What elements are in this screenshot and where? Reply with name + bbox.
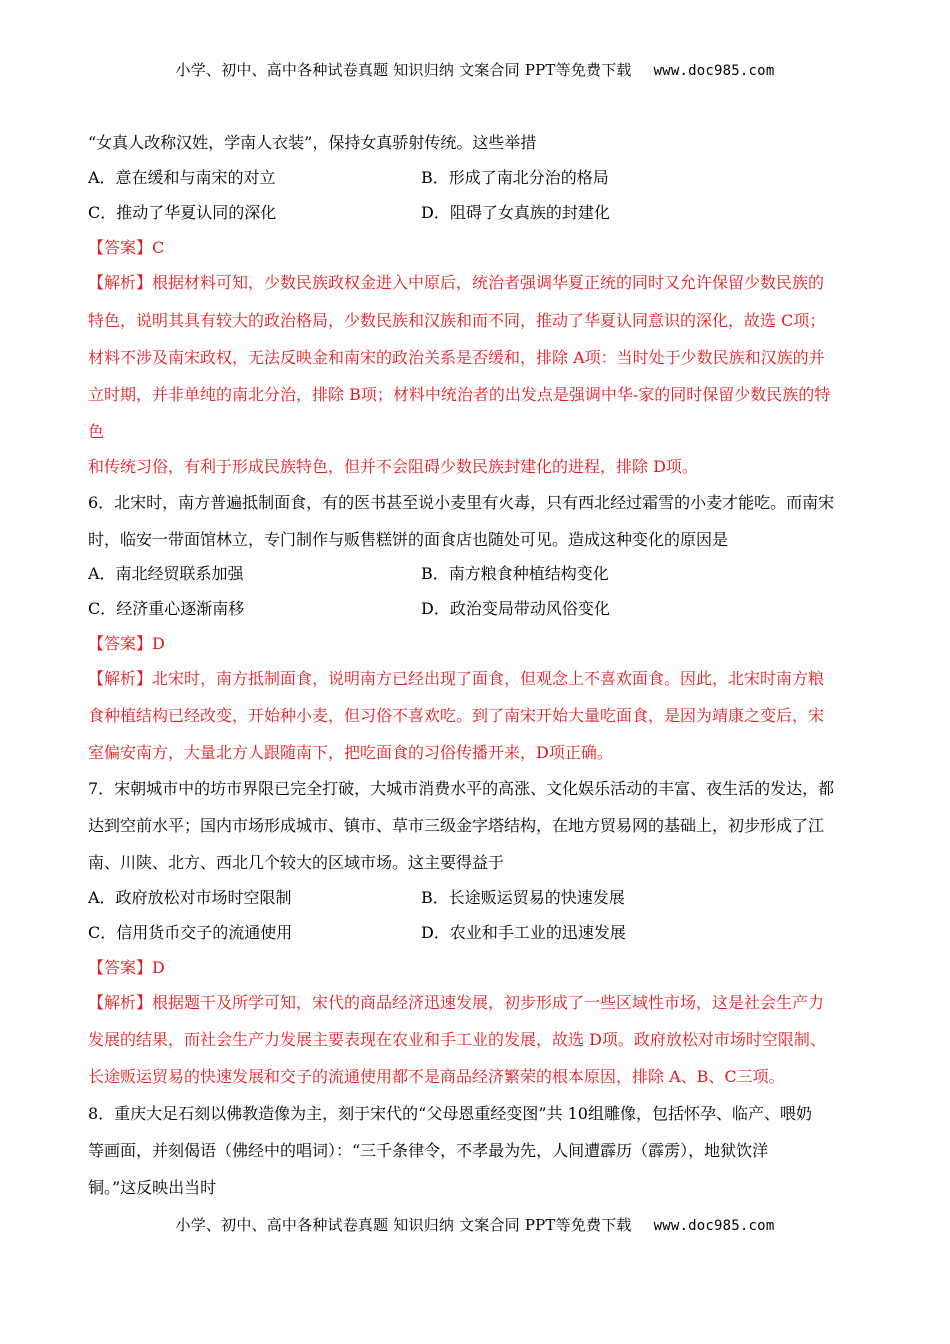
q6-stem-line: 时，临安一带面馆林立，专门制作与贩售糕饼的面食店也随处可见。造成这种变化的原因是 [88,530,729,549]
q7-answer: 【答案】D [88,958,165,977]
q5-analysis-line: 【解析】根据材料可知，少数民族政权金进入中原后，统治者强调华夏正统的同时又允许保留少数民族的 [88,273,825,292]
q5-option-b: B．形成了南北分治的格局 [421,168,609,187]
footer-url[interactable]: www.doc985.com [653,1218,775,1234]
q5-answer: 【答案】C [88,238,165,257]
q6-option-a: A．南北经贸联系加强 [88,564,244,583]
q5-analysis-line: 特色，说明其具有较大的政治格局，少数民族和汉族和而不同，推动了华夏认同意识的深化，故选 C项； [88,311,826,330]
q6-option-b: B．南方粮食种植结构变化 [421,564,609,583]
q5-analysis-line: 色 [88,422,105,441]
q7-stem-line: 7．宋朝城市中的坊市界限已完全打破，大城市消费水平的高涨、文化娱乐活动的丰富、夜生活的发达，都 [88,779,835,798]
header-url[interactable]: www.doc985.com [653,63,775,79]
q6-analysis-line: 室偏安南方，大量北方人跟随南下，把吃面食的习俗传播开来，D项正确。 [88,743,613,762]
footer-text: 小学、初中、高中各种试卷真题 知识归纳 文案合同 PPT等免费下载 [175,1216,632,1234]
q7-analysis-line: 发展的结果，而社会生产力发展主要表现在农业和手工业的发展，故选 D项。政府放松对市场时空限制、 [88,1030,826,1049]
q7-option-c: C．信用货币交子的流通使用 [88,923,293,942]
q6-option-d: D．政治变局带动风俗变化 [421,599,610,618]
q7-option-a: A．政府放松对市场时空限制 [88,888,292,907]
q7-stem-line: 达到空前水平；国内市场形成城市、镇市、草市三级金字塔结构，在地方贸易网的基础上，初步形成了江 [88,816,825,835]
page-header [0,59,950,80]
q5-analysis-line: 和传统习俗，有利于形成民族特色，但并不会阻碍少数民族封建化的进程，排除 D项。 [88,457,698,476]
q5-analysis-line: 立时期，并非单纯的南北分治，排除 B项；材料中统治者的出发点是强调中华-家的同时保留少数民族的特 [88,385,831,404]
q5-analysis-line: 材料不涉及南宋政权，无法反映金和南宋的政治关系是否缓和，排除 A项：当时处于少数民族和汉族的并 [88,348,825,367]
q6-answer: 【答案】D [88,634,165,653]
q7-option-b: B．长途贩运贸易的快速发展 [421,888,625,907]
q7-stem-line: 南、川陕、北方、西北几个较大的区域市场。这主要得益于 [88,853,505,872]
q8-stem-line: 铜。”这反映出当时 [88,1178,217,1197]
q5-stem: “女真人改称汉姓，学南人衣装”，保持女真骄射传统。这些举措 [88,133,537,152]
q6-analysis-line: 食种植结构已经改变，开始种小麦，但习俗不喜欢吃。到了南宋开始大量吃面食，是因为靖康之变后，宋 [88,706,825,725]
header-text: 小学、初中、高中各种试卷真题 知识归纳 文案合同 PPT等免费下载 [175,61,632,79]
q7-analysis-line: 长途贩运贸易的快速发展和交子的流通使用都不是商品经济繁荣的根本原因，排除 A、B、C三项。 [88,1067,785,1086]
q7-analysis-line: 【解析】根据题干及所学可知，宋代的商品经济迅速发展，初步形成了一些区域性市场，这是社会生产力 [88,993,825,1012]
q6-analysis-line: 【解析】北宋时，南方抵制面食，说明南方已经出现了面食，但观念上不喜欢面食。因此，北宋时南方粮 [88,669,825,688]
q5-option-c: C．推动了华夏认同的深化 [88,203,277,222]
q5-option-a: A．意在缓和与南宋的对立 [88,168,276,187]
q8-stem-line: 8．重庆大足石刻以佛教造像为主，刻于宋代的“父母恩重经变图”共 10组雕像，包括怀孕、临产、喂奶 [88,1104,812,1123]
page-footer [0,1214,950,1235]
q6-option-c: C．经济重心逐渐南移 [88,599,245,618]
q5-option-d: D．阻碍了女真族的封建化 [421,203,610,222]
q8-stem-line: 等画面，并刻偈语（佛经中的唱词）：“三千条律令，不孝最为先，人间遭霹历（霹雳），地狱饮洋 [88,1141,769,1160]
q7-option-d: D．农业和手工业的迅速发展 [421,923,626,942]
q6-stem-line: 6．北宋时，南方普遍抵制面食，有的医书甚至说小麦里有火毒，只有西北经过霜雪的小麦才能吃。而南宋 [88,493,835,512]
